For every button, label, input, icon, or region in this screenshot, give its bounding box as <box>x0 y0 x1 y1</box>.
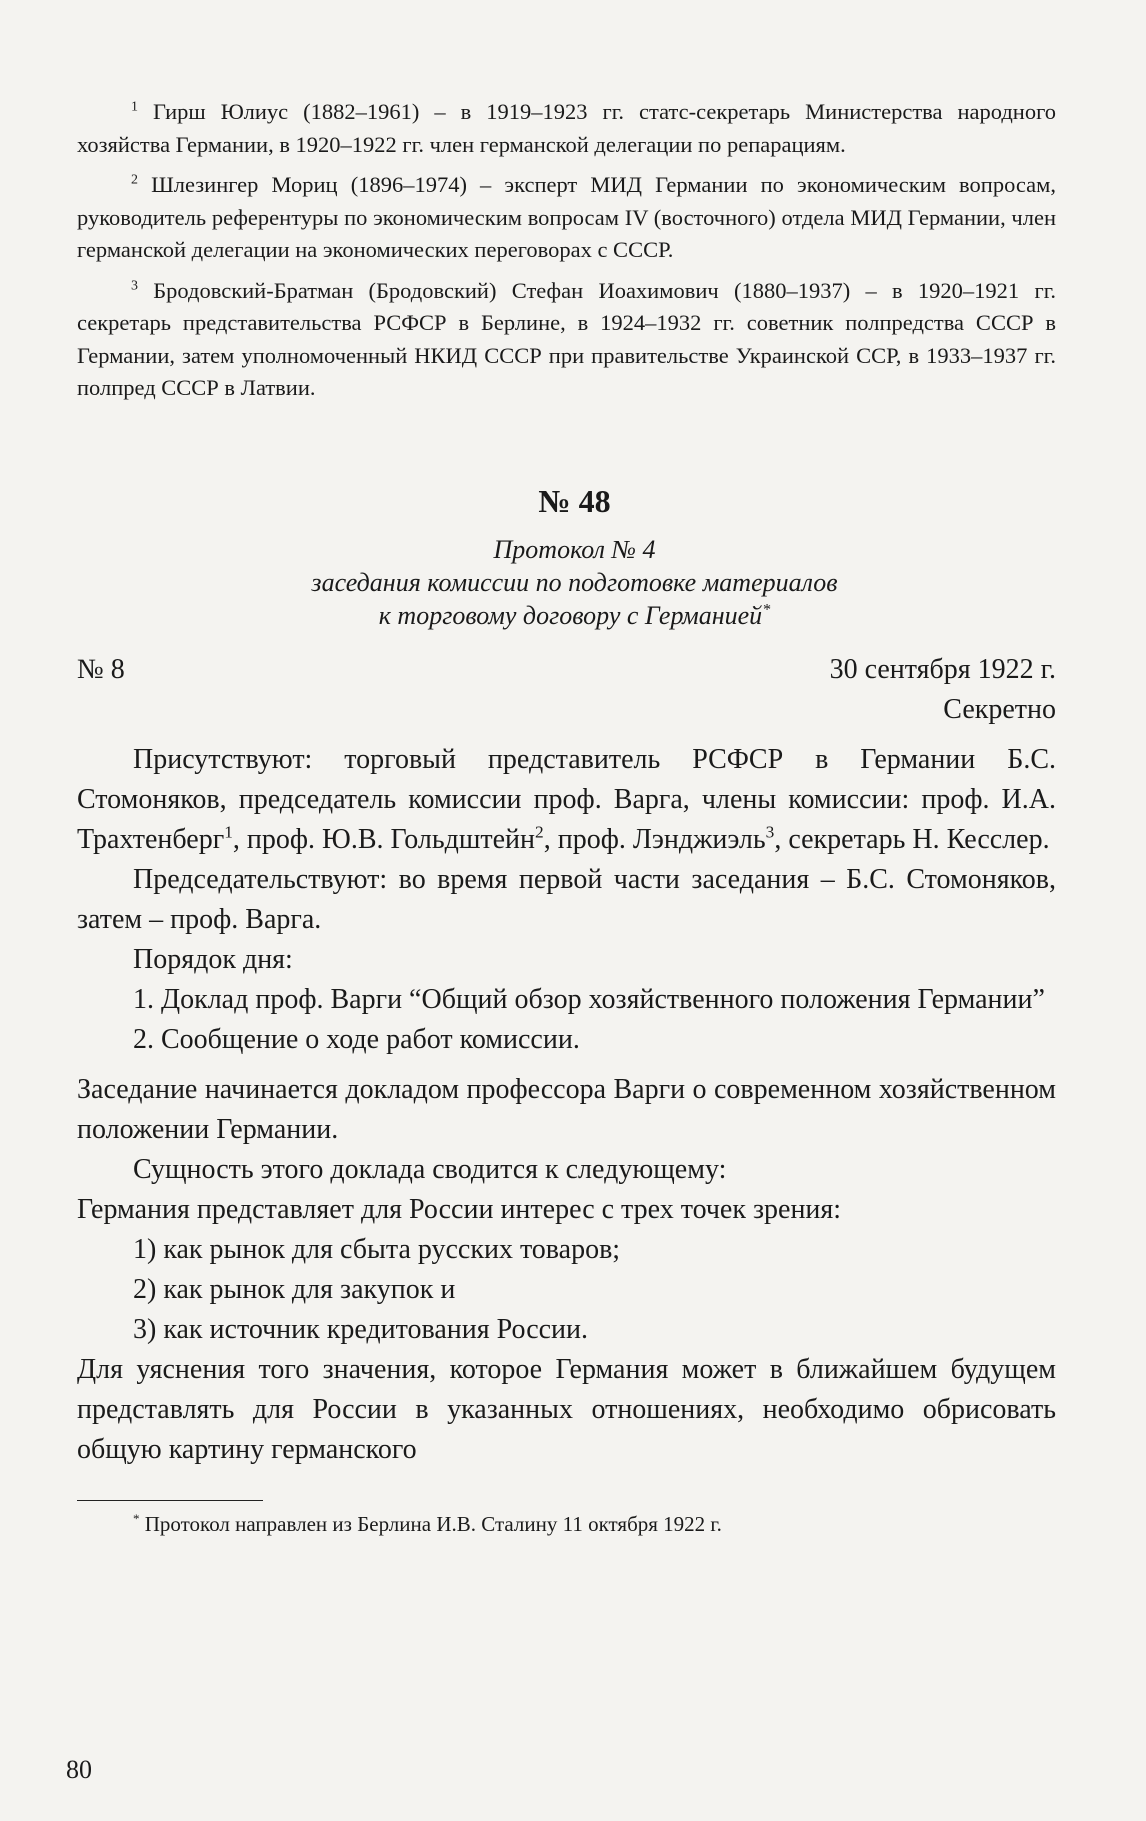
footnote-2-text: Шлезингер Мориц (1896–1974) – эксперт МИД Германии по экономическим вопросам, руководитель референтуры по экономическим вопросам IV (восточного) отдела МИД Германии, член германской делегации на экономических переговорах с СССР. <box>77 172 1056 262</box>
interest-point-3: 3) как источник кредитования России. <box>133 1313 589 1345</box>
document-number: № 48 <box>538 482 611 519</box>
meeting-number: № 8 <box>77 653 125 685</box>
footnote-3-mark: 3 <box>131 278 138 293</box>
footnote-star-text: Протокол направлен из Берлина И.В. Сталину 11 октября 1922 г. <box>144 1511 722 1536</box>
page-number: 80 <box>66 1755 92 1784</box>
footnote-1-mark: 1 <box>131 99 138 115</box>
attendees-text-a: Присутствуют: торговый представитель РСФСР в Германии Б.С. Стомоняков, председатель комиссии проф. Варга, члены комиссии: проф. И.А. Трахтенберг <box>77 743 1056 855</box>
document-heading <box>77 533 1056 632</box>
meeting-meta-row <box>77 650 1056 690</box>
footnote-2-mark: 2 <box>131 172 138 188</box>
footnotes-previous-document <box>77 96 1056 405</box>
footnote-1 <box>77 96 1056 161</box>
interest-point-2: 2) как рынок для закупок и <box>133 1273 456 1305</box>
footnote-star-mark: * <box>133 1510 140 1526</box>
attendees-text-d: , секретарь Н. Кесслер. <box>774 823 1050 855</box>
heading-line-3-text: к торговому договору с Германией <box>378 600 763 630</box>
footnote-1-text: Гирш Юлиус (1882–1961) – в 1919–1923 гг. статс-секретарь Министерства народного хозяйства Германии, в 1920–1922 гг. член германской делегации по репарациям. <box>77 99 1057 157</box>
interest-paragraph: Германия представляет для России интерес с трех точек зрения: <box>77 1193 842 1225</box>
footnote-divider <box>77 1500 263 1501</box>
heading-footnote-mark: * <box>762 600 771 618</box>
attendees-text-b: , проф. Ю.В. Гольдштейн <box>232 823 536 855</box>
attendee-footnote-ref-3: 3 <box>765 822 775 842</box>
essence-paragraph: Сущность этого доклада сводится к следующему: <box>133 1153 727 1185</box>
footnote-3 <box>77 275 1056 405</box>
attendee-footnote-ref-2: 2 <box>535 822 544 842</box>
heading-line-1: Протокол № 4 <box>493 534 656 564</box>
protocol-body <box>77 740 1056 1470</box>
attendees-text-c: , проф. Лэнджиэль <box>543 823 766 855</box>
agenda-label: Порядок дня: <box>133 943 293 975</box>
closing-paragraph: Для уяснения того значения, которое Германия может в ближайшем будущем представлять для России в указанных отношениях, необходимо обрисовать общую картину германского <box>77 1353 1056 1465</box>
agenda-item-2: 2. Сообщение о ходе работ комиссии. <box>133 1023 580 1055</box>
footnote-star <box>77 1509 1056 1539</box>
opening-paragraph: Заседание начинается докладом профессора Варги о современном хозяйственном положении Германии. <box>77 1073 1056 1145</box>
attendees-paragraph <box>77 740 1056 860</box>
interest-point-1: 1) как рынок для сбыта русских товаров; <box>133 1233 621 1265</box>
classification-stamp: Секретно <box>943 693 1056 725</box>
heading-line-2: заседания комиссии по подготовке материалов <box>311 567 838 597</box>
footnote-2 <box>77 169 1056 267</box>
heading-line-3 <box>93 599 1056 632</box>
attendee-footnote-ref-1: 1 <box>224 822 233 842</box>
agenda-item-1: 1. Доклад проф. Варги “Общий обзор хозяйственного положения Германии” <box>133 983 1045 1015</box>
meeting-date: 30 сентября 1922 г. <box>829 653 1056 685</box>
chair-paragraph: Председательствуют: во время первой части заседания – Б.С. Стомоняков, затем – проф. Варга. <box>77 863 1056 935</box>
footnote-3-text: Бродовский-Братман (Бродовский) Стефан Иоахимович (1880–1937) – в 1920–1921 гг. секретарь представительства РСФСР в Берлине, в 1924–1932 гг. советник полпредства СССР в Германии, затем уполномоченный НКИД СССР при правительстве Украинской ССР, в 1933–1937 гг. полпред СССР в Латвии. <box>77 277 1057 400</box>
